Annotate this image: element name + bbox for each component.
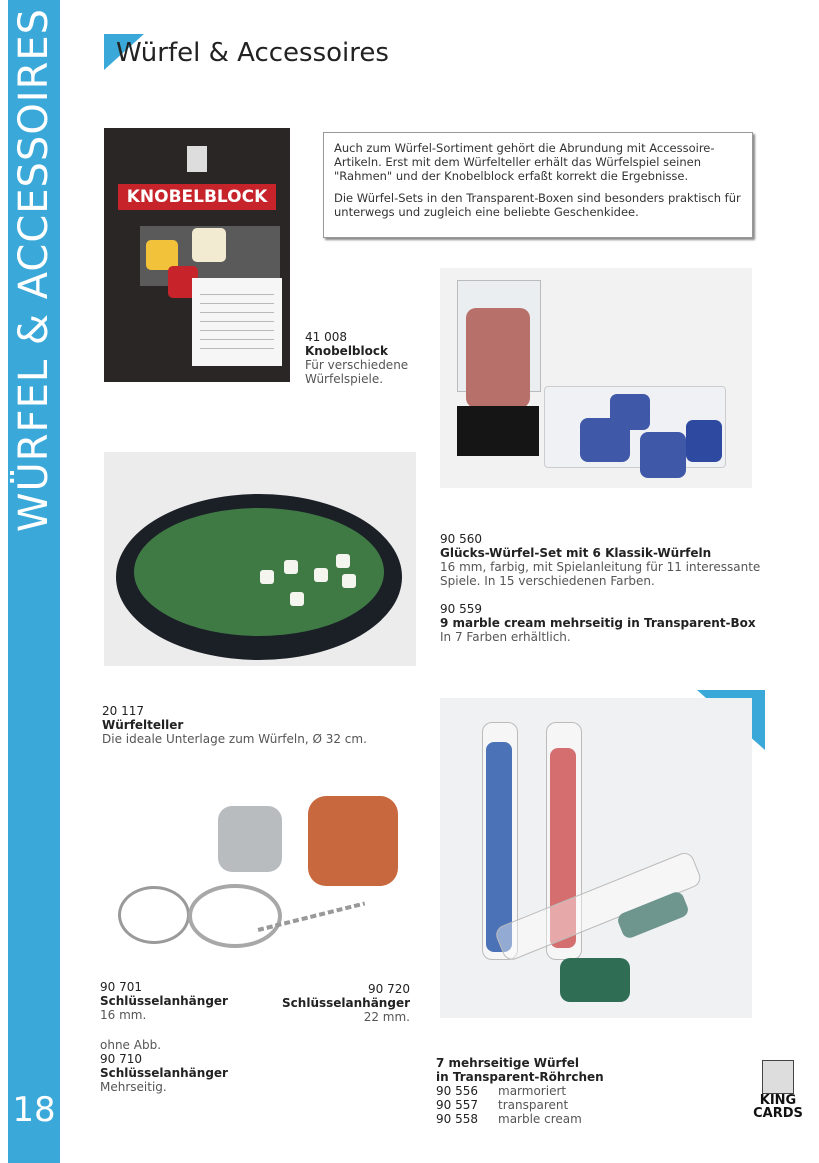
product-name: Glücks-Würfel-Set mit 6 Klassik-Würfeln <box>440 546 712 560</box>
variant-label: marble cream <box>498 1112 582 1126</box>
schluessel-22-caption <box>250 982 410 1024</box>
knobelblock-caption <box>305 330 425 386</box>
king-crown-icon <box>762 1060 794 1094</box>
product-name: 9 marble cream mehrseitig in Transparent-Box <box>440 616 756 630</box>
product-number: 90 559 <box>440 602 482 616</box>
roehrchen-caption <box>436 1056 696 1126</box>
product-name-line2: in Transparent-Röhrchen <box>436 1070 604 1084</box>
product-number: 90 560 <box>440 532 482 546</box>
page-number: 18 <box>12 1090 56 1130</box>
intro-text-box <box>323 132 753 238</box>
product-description: 22 mm. <box>363 1010 410 1024</box>
variant-row <box>436 1098 696 1112</box>
page-title: Würfel & Accessoires <box>116 38 389 68</box>
product-description: In 7 Farben erhältlich. <box>440 630 571 644</box>
king-cards-emblem-icon <box>187 146 207 172</box>
variant-row <box>436 1112 696 1126</box>
keychain-photo <box>108 796 408 956</box>
product-name: Knobelblock <box>305 344 388 358</box>
intro-paragraph-2: Die Würfel-Sets in den Transparent-Boxen sind besonders praktisch für unterwegs und zugleich eine beliebte Geschenkidee. <box>334 191 741 219</box>
wuerfelteller-caption <box>102 704 402 746</box>
product-description: 16 mm, farbig, mit Spielanleitung für 11 interessante Spiele. In 15 verschiedenen Farben. <box>440 560 761 588</box>
variant-row <box>436 1084 696 1098</box>
product-name: Schlüsselanhänger <box>282 996 410 1010</box>
dice-tray-photo <box>104 452 416 666</box>
king-cards-logo: KING CARDS <box>748 1060 808 1128</box>
product-number: 20 117 <box>102 704 144 718</box>
variant-label: marmoriert <box>498 1084 567 1098</box>
variant-label: transparent <box>498 1098 569 1112</box>
product-number: 90 710 <box>100 1052 142 1066</box>
product-note: ohne Abb. <box>100 1038 162 1052</box>
product-name: Schlüsselanhänger <box>100 994 228 1008</box>
intro-paragraph-1: Auch zum Würfel-Sortiment gehört die Abrundung mit Accessoire-Artikeln. Erst mit dem Würfelteller erhält das Würfelspiel seinen "Rahmen" und der Knobelblock erfaßt korrekt die Ergebnisse. <box>334 141 715 183</box>
dice-box-photo <box>440 268 752 488</box>
product-number: 90 720 <box>368 982 410 996</box>
knobelblock-cover-title: KNOBELBLOCK <box>126 187 268 207</box>
product-description: Für verschiedene Würfelspiele. <box>305 358 409 386</box>
marble-box-caption <box>440 602 770 644</box>
variant-number: 90 558 <box>436 1112 478 1126</box>
gluecks-set-caption <box>440 532 770 588</box>
sidebar-vertical-title: WÜRFEL & ACCESSOIRES <box>11 7 57 533</box>
product-name-line1: 7 mehrseitige Würfel <box>436 1056 579 1070</box>
product-description: 16 mm. <box>100 1008 147 1022</box>
product-number: 41 008 <box>305 330 347 344</box>
dice-tubes-photo <box>440 698 752 1018</box>
schluessel-16-caption <box>100 980 260 1022</box>
product-description: Die ideale Unterlage zum Würfeln, Ø 32 cm. <box>102 732 367 746</box>
product-name: Schlüsselanhänger <box>100 1066 228 1080</box>
product-description: Mehrseitig. <box>100 1080 167 1094</box>
knobelblock-photo <box>104 128 290 382</box>
variant-number: 90 556 <box>436 1084 478 1098</box>
variant-number: 90 557 <box>436 1098 478 1112</box>
schluessel-mehr-caption <box>100 1038 300 1094</box>
product-name: Würfelteller <box>102 718 184 732</box>
product-number: 90 701 <box>100 980 142 994</box>
